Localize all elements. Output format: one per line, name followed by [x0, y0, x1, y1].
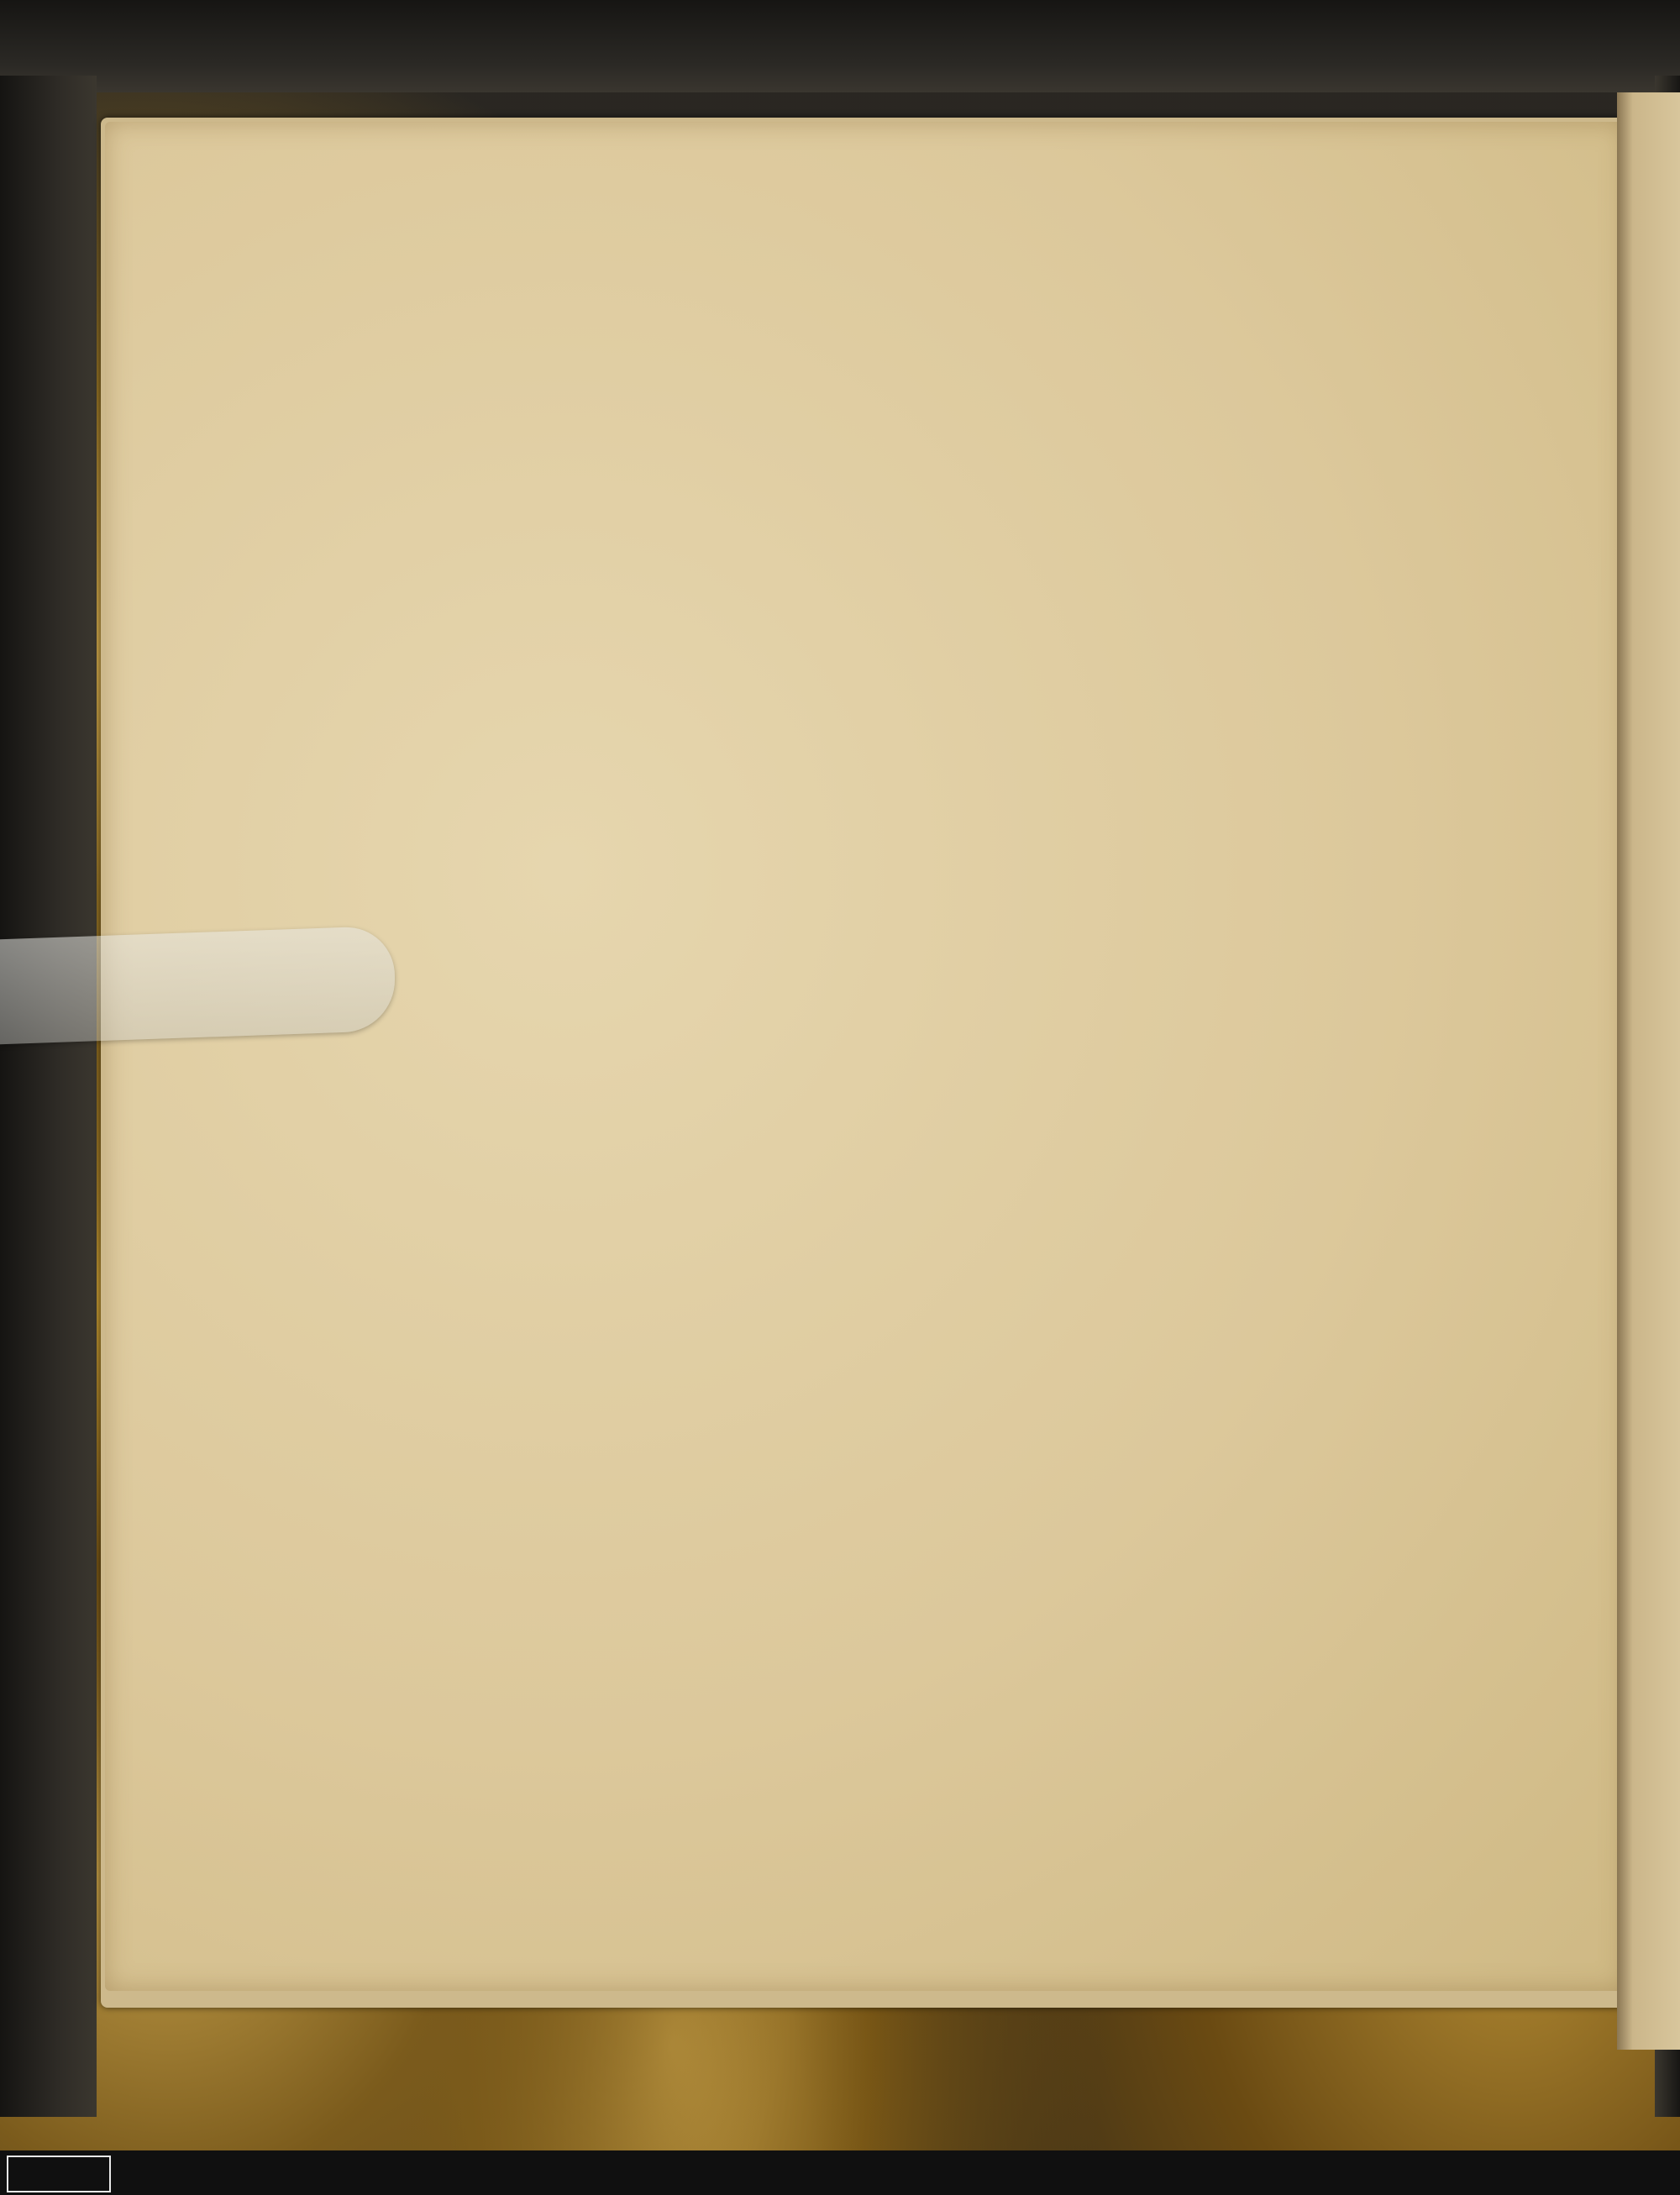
leather-binding-left — [0, 76, 97, 2117]
leather-binding-top — [0, 0, 1680, 92]
footer-bar — [0, 2150, 1680, 2195]
facing-page-edge — [1617, 92, 1680, 2050]
ub-logo — [7, 2156, 111, 2192]
newspaper-page — [105, 122, 1625, 1991]
glass-reflection — [0, 926, 395, 1044]
